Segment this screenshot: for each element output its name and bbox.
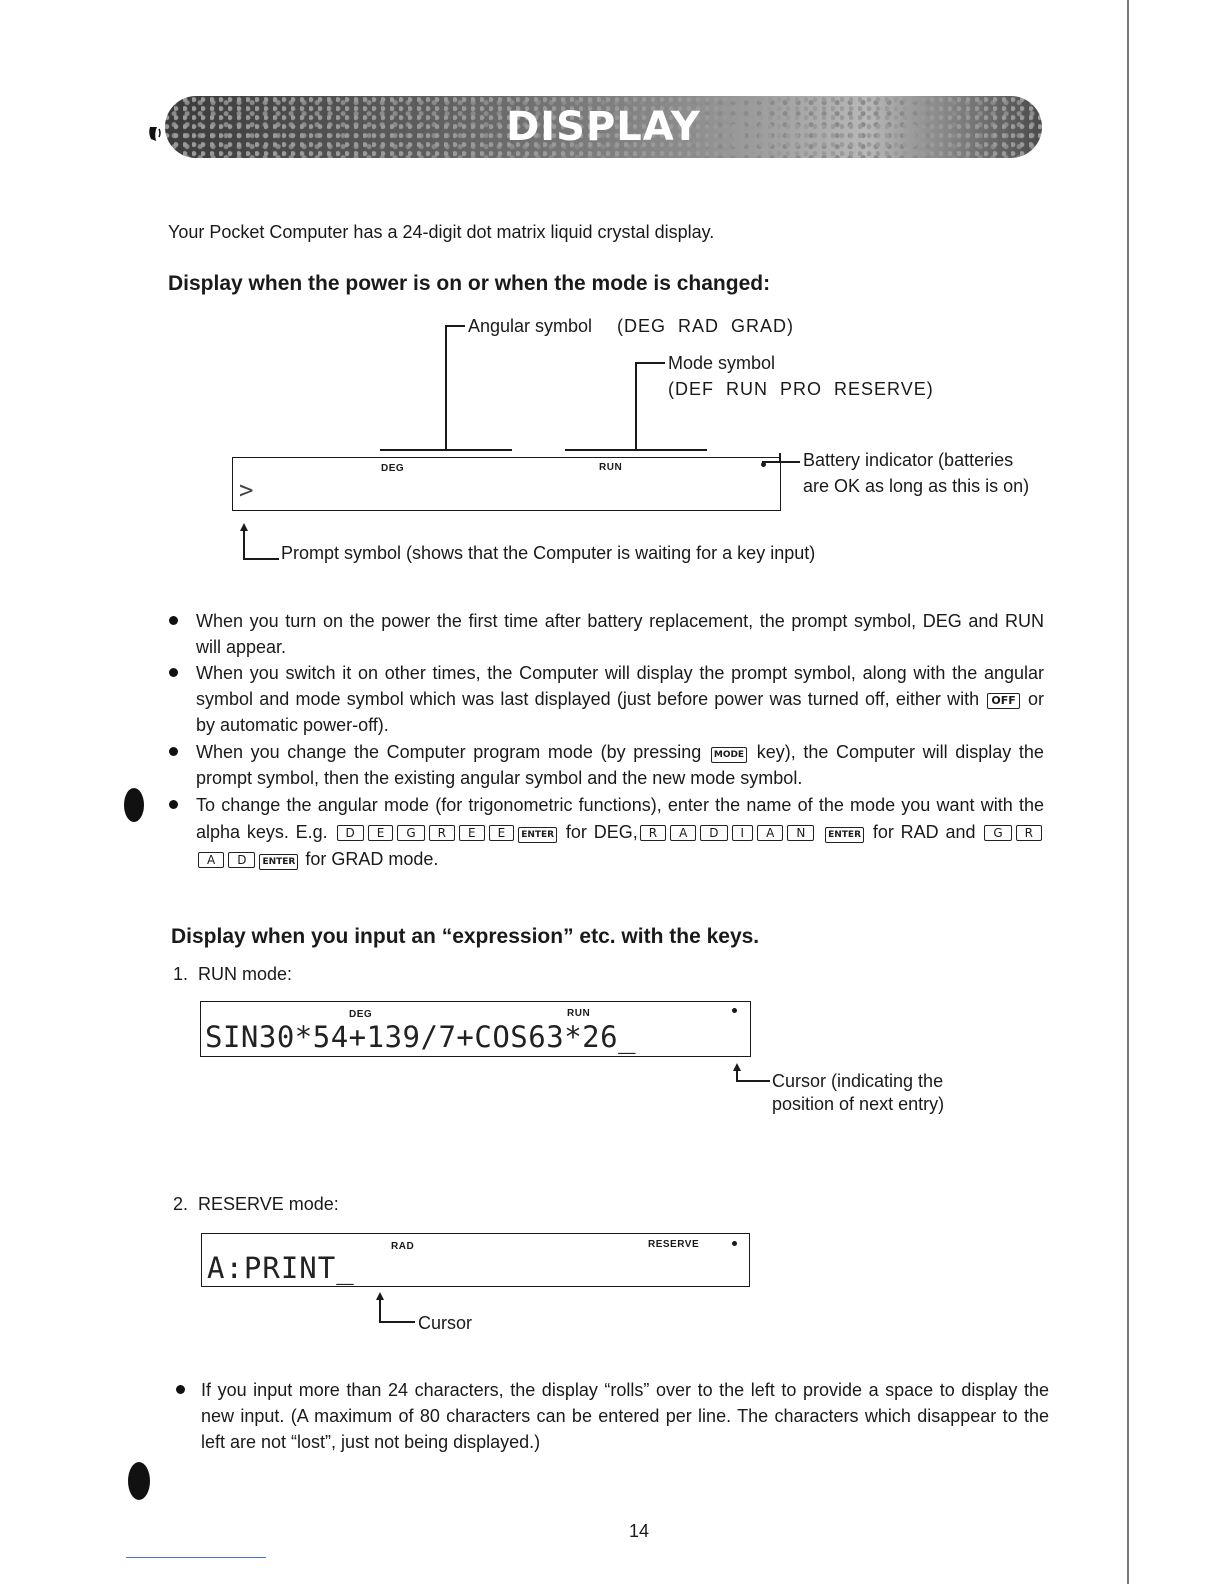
lcd-prompt-symbol: > [239,476,254,504]
key-n: N [787,825,814,841]
battery-indicator-dot [761,462,766,467]
enter-key: ENTER [518,827,557,843]
run-mode-label: 1. RUN mode: [173,964,293,984]
lcd-mode-symbol: RUN [599,462,623,473]
binder-hole-mark [124,788,144,822]
key-a: A [198,852,224,868]
bullet-2-text-before: When you switch it on other times, the Computer will display the prompt symbol, along with the angular symbol and mode symbol which was last displayed (just before power was turned off, either with [196,663,1044,709]
binder-hole-mark [128,1462,150,1500]
angular-symbol-values: (DEG RAD GRAD) [617,316,795,336]
lcd-mode-symbol: RESERVE [648,1239,700,1250]
section2-heading: Display when you input an “expression” etc. with the keys. [171,925,760,948]
bullet-4-text-before: To change the angular mode (for trigonometric functions), enter the name of the mode you want with the alpha keys. E.g. [196,795,1044,842]
cursor-caption-line2: position of next entry) [772,1094,945,1114]
prompt-symbol-caption: Prompt symbol (shows that the Computer is waiting for a key input) [281,543,816,563]
lcd-display-power-on [232,457,781,511]
key-g: G [397,825,424,841]
intro-text: Your Pocket Computer has a 24-digit dot matrix liquid crystal display. [168,222,715,242]
lcd-mode-symbol: RUN [567,1008,591,1019]
key-r: R [640,825,666,841]
section-banner [165,96,1042,158]
rolling-display-note: If you input more than 24 characters, the display “rolls” over to the left to provide a space to display the new input. (A maximum of 80 characters can be entered per line. The characters which disappear to the left are not “lost”, just not being displayed.) [201,1380,1049,1452]
bullet-marker [176,1385,185,1394]
angular-symbol-label: Angular symbol [468,316,593,336]
bullet-item-4 [196,792,1044,873]
bullet-marker [169,747,178,756]
for-grad-text: for GRAD mode. [305,849,439,869]
page-number: 14 [628,1521,650,1541]
key-d: D [700,825,727,841]
mode-symbol-label: Mode symbol [668,353,776,373]
bullet-item-3 [196,739,1044,791]
key-a: A [757,825,783,841]
battery-indicator-line2: are OK as long as this is on) [803,476,1030,496]
bullet-3-text-after: key), the Computer will display the prompt symbol, then the existing angular symbol and the new mode symbol. [196,742,1044,788]
bullet-2-text-after: or by automatic power-off). [196,689,1044,735]
bullet-marker [169,800,178,809]
bullet-item-2 [196,660,1044,738]
mode-key: MODE [711,747,747,763]
mode-symbol-values: (DEF RUN PRO RESERVE) [668,379,934,399]
lcd-cursor: _ [618,1020,637,1054]
battery-indicator-line1: Battery indicator (batteries [803,450,1014,470]
lcd-display-reserve [201,1233,750,1287]
page-title: DISPLAY [506,104,701,150]
enter-key: ENTER [825,827,864,843]
key-r: R [429,825,455,841]
for-deg-text: for DEG, [565,822,638,842]
lcd-expression-text: SIN30*54+139/7+COS63*26 [205,1020,619,1054]
lcd-reserve-text: A:PRINT [207,1251,337,1285]
cursor-caption-line1: Cursor (indicating the [772,1071,944,1091]
scan-edge-line [1127,0,1129,1584]
lcd-angle-symbol: DEG [349,1009,373,1020]
footer-rule [126,1557,266,1558]
lcd-angle-symbol: RAD [391,1241,415,1252]
for-rad-text: for RAD and [872,822,976,842]
key-e: E [368,825,394,841]
bullet-3-text-before: When you change the Computer program mode (by pressing [196,742,702,762]
section1-heading: Display when the power is on or when the mode is changed: [168,272,771,295]
reserve-mode-label: 2. RESERVE mode: [173,1194,339,1214]
cursor-caption: Cursor [418,1313,473,1333]
battery-indicator-dot [732,1241,737,1246]
key-r: R [1016,825,1042,841]
key-e: E [489,825,515,841]
key-e: E [459,825,485,841]
battery-indicator-dot [732,1008,737,1013]
lcd-expression [205,1020,636,1054]
key-i: I [732,825,754,841]
lcd-reserve-content [207,1251,355,1285]
key-d: D [228,852,255,868]
bullet-item-1: When you turn on the power the first time after battery replacement, the prompt symbol, DEG and RUN will appear. [196,611,1044,657]
key-a: A [670,825,696,841]
bullet-marker [169,616,178,625]
key-d: D [337,825,364,841]
enter-key: ENTER [259,854,298,870]
lcd-display-run [200,1001,751,1057]
lcd-cursor: _ [336,1251,355,1285]
lcd-angle-symbol: DEG [381,463,405,474]
bullet-marker [169,668,178,677]
key-g: G [984,825,1011,841]
off-key: OFF [987,693,1019,709]
corner-mark-icon [148,123,162,143]
